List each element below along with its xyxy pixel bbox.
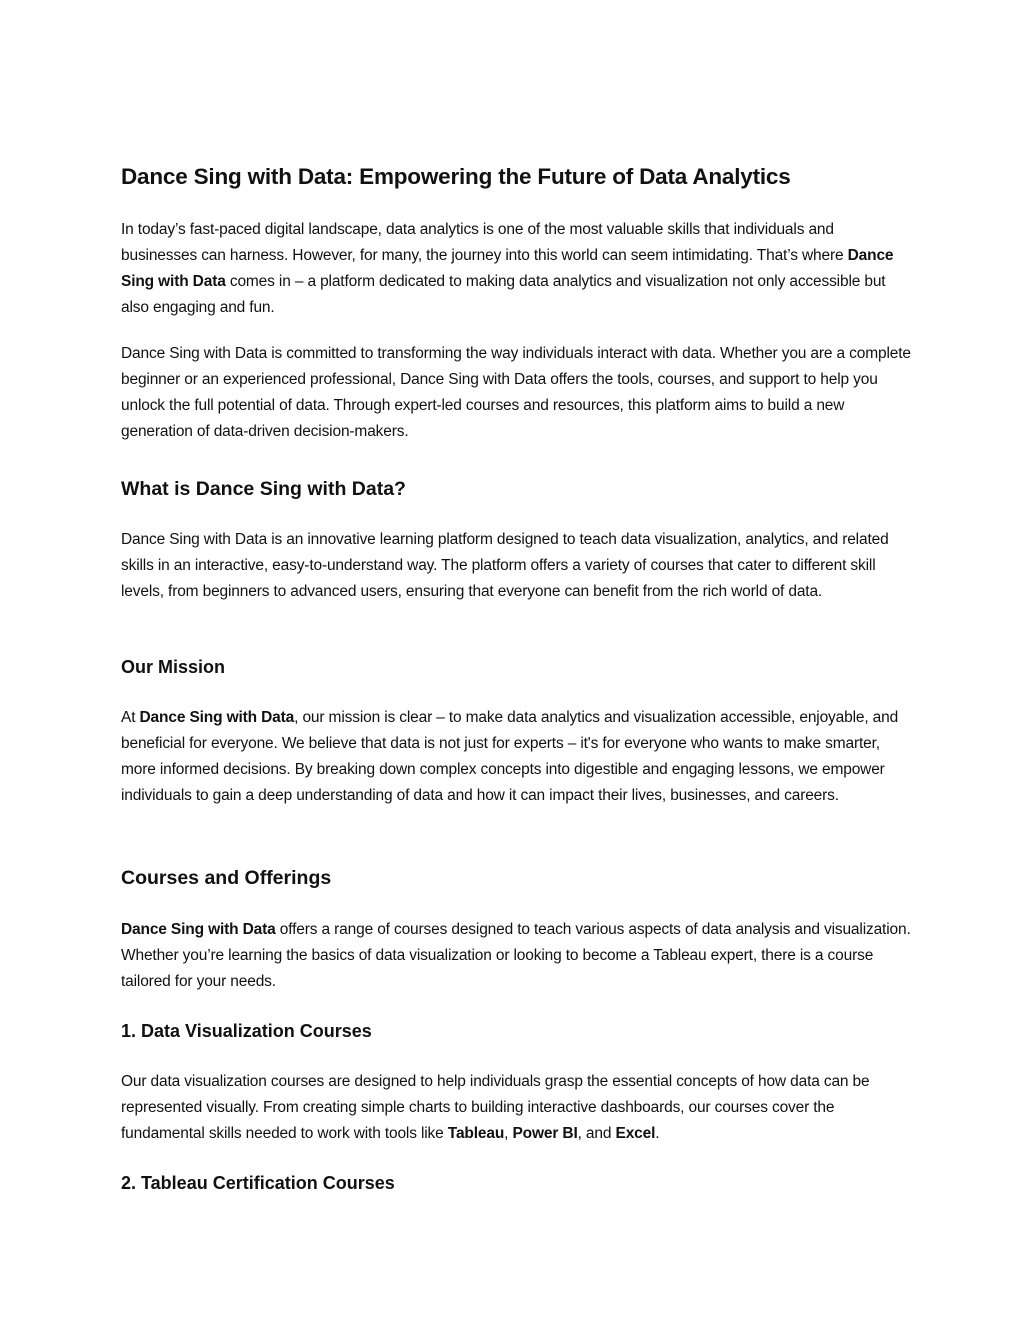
tool-power-bi: Power BI [512, 1125, 578, 1142]
separator: , [504, 1125, 513, 1142]
data-viz-paragraph [121, 1069, 911, 1147]
courses-paragraph [121, 917, 911, 995]
tool-excel: Excel [615, 1125, 656, 1142]
tool-tableau: Tableau [447, 1125, 505, 1142]
intro-text-2: comes in – a platform dedicated to making data analytics and visualization not only accessible but also engaging and fun. [121, 273, 886, 316]
intro-paragraph-2: Dance Sing with Data is committed to transforming the way individuals interact with data. Whether you are a complete beginner or an experienced professional, Dance Sing with Data offers the tools, courses, and support to help you unlock the full potential of data. Through expert-led courses and resources, this platform aims to build a new generation of data-driven decision-makers. [121, 345, 911, 440]
mission-text-1: At [121, 709, 140, 726]
section-heading-what-is: What is Dance Sing with Data? [121, 478, 406, 500]
section-heading-mission: Our Mission [121, 657, 226, 677]
brand-name-bold: Dance Sing with Data [139, 709, 295, 726]
intro-paragraph-1 [121, 217, 911, 321]
section-heading-courses: Courses and Offerings [121, 867, 332, 889]
mission-paragraph [121, 705, 911, 809]
courses-text: offers a range of courses designed to teach various aspects of data analysis and visualization. Whether you’re learning the basics of data visualization or looking to become a Tableau expert, there is a course tailored for your needs. [121, 921, 911, 990]
data-viz-text: Our data visualization courses are designed to help individuals grasp the essential concepts of how data can be represented visually. From creating simple charts to building interactive dashboards, our courses cover the fundamental skills needed to work with tools like [121, 1073, 870, 1142]
page-title: Dance Sing with Data: Empowering the Future of Data Analytics [121, 164, 791, 189]
brand-name-bold: Dance Sing with Data [121, 921, 276, 938]
what-is-paragraph: Dance Sing with Data is an innovative learning platform designed to teach data visualization, analytics, and related skills in an interactive, easy-to-understand way. The platform offers a variety of courses that cater to different skill levels, from beginners to advanced users, ensuring that everyone can benefit from the rich world of data. [121, 531, 889, 600]
section-heading-data-viz: 1. Data Visualization Courses [121, 1021, 372, 1041]
mission-text-2: , our mission is clear – to make data analytics and visualization accessible, enjoyable, and beneficial for everyone. We believe that data is not just for experts – it's for everyone who wants to make smarter, more informed decisions. By breaking down complex concepts into digestible and engaging lessons, we empower individuals to gain a deep understanding of data and how it can impact their lives, businesses, and careers. [121, 709, 899, 804]
intro-text-1: In today’s fast-paced digital landscape, data analytics is one of the most valuable skills that individuals and businesses can harness. However, for many, the journey into this world can seem intimidating. That’s where [121, 221, 848, 264]
separator: , and [577, 1125, 616, 1142]
section-heading-tableau-cert: 2. Tableau Certification Courses [121, 1173, 395, 1193]
period: . [655, 1125, 660, 1142]
brand-name-bold: Dance Sing with Data [121, 247, 894, 290]
